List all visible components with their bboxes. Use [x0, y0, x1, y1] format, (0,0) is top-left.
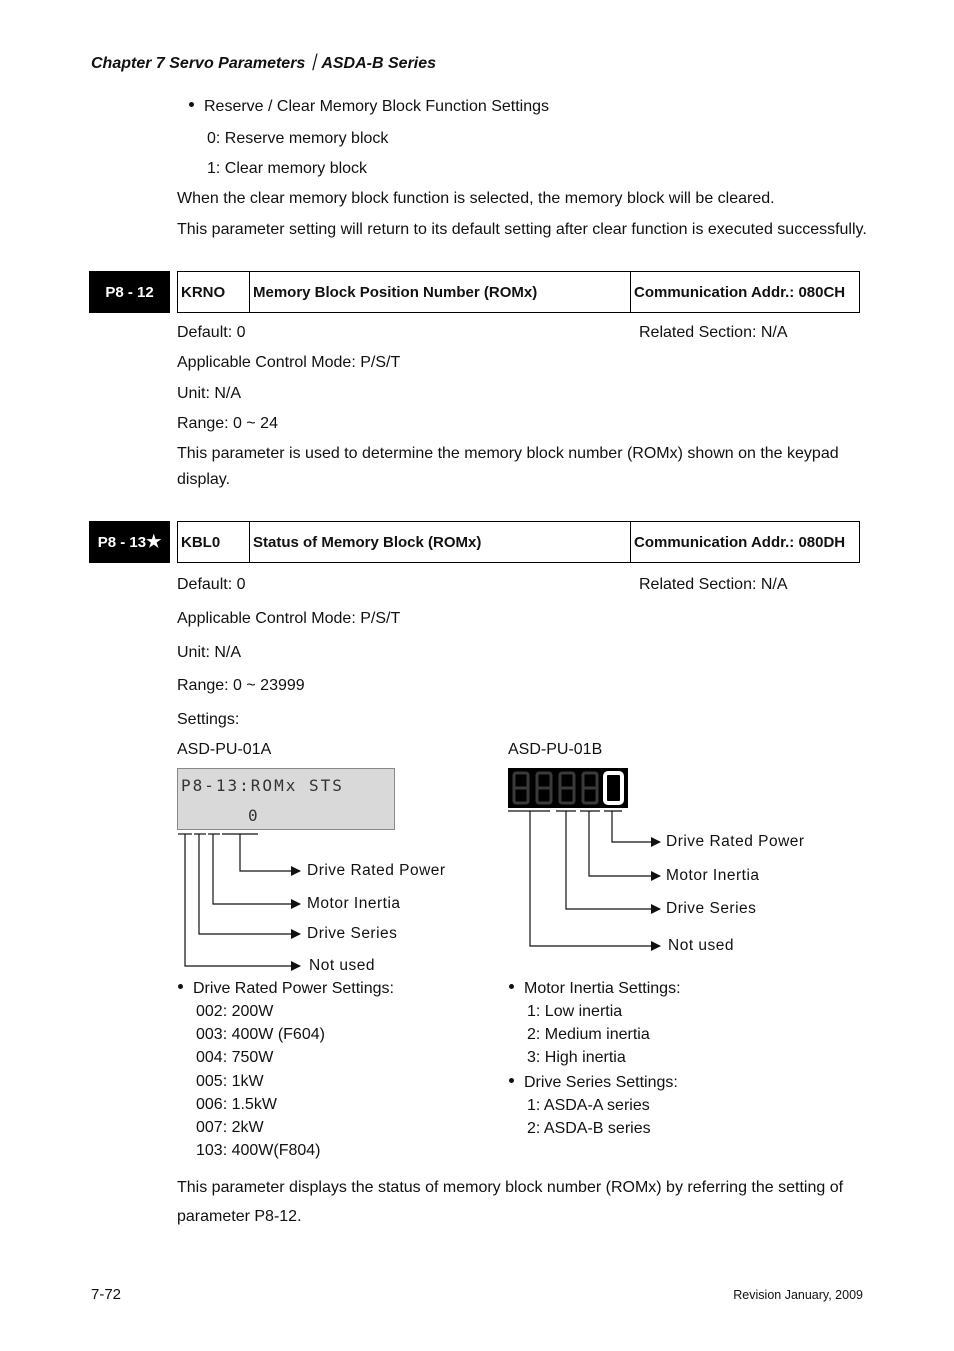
inertia-title: [509, 980, 681, 998]
p812-desc-2: display.: [177, 471, 231, 488]
intro-paragraph-1: When the clear memory block function is selected, the memory block will be cleared.: [177, 190, 775, 207]
param-name: Memory Block Position Number (ROMx): [250, 272, 631, 312]
series-title: [509, 1074, 678, 1092]
intro-bullet-text: Reserve / Clear Memory Block Function Settings: [204, 98, 550, 115]
right-label-rated-power: Drive Rated Power: [666, 833, 805, 850]
series-title-text: Drive Series Settings:: [524, 1074, 678, 1091]
list-item: 007: 2kW: [196, 1119, 264, 1136]
bullet-icon: [509, 984, 514, 989]
p813-default: Default: 0: [177, 576, 246, 593]
p813-unit: Unit: N/A: [177, 644, 242, 661]
p812-mode: Applicable Control Mode: P/S/T: [177, 354, 401, 371]
inertia-title-text: Motor Inertia Settings:: [524, 980, 681, 997]
p812-unit: Unit: N/A: [177, 385, 242, 402]
list-item: 003: 400W (F604): [196, 1026, 325, 1043]
param-code: KBL0: [178, 522, 250, 562]
star-icon: ★: [146, 532, 162, 551]
param-name: Status of Memory Block (ROMx): [250, 522, 631, 562]
p813-range: Range: 0 ~ 23999: [177, 677, 305, 694]
param-tab-label: P8 - 13: [97, 533, 147, 551]
right-label-drive-series: Drive Series: [666, 900, 757, 917]
p812-default: Default: 0: [177, 324, 246, 341]
p812-related: Related Section: N/A: [639, 324, 788, 341]
rated-power-title: [178, 980, 394, 998]
intro-option-0: 0: Reserve memory block: [207, 130, 389, 147]
p813-settings: Settings:: [177, 711, 240, 728]
param-addr: Communication Addr.: 080DH: [634, 533, 846, 551]
revision-note: Revision January, 2009: [733, 1288, 863, 1302]
list-item: 1: Low inertia: [527, 1003, 623, 1020]
bullet-icon: [178, 984, 183, 989]
p813-mode: Applicable Control Mode: P/S/T: [177, 610, 401, 627]
list-item: 2: ASDA-B series: [527, 1120, 651, 1137]
list-item: 1: ASDA-A series: [527, 1097, 650, 1114]
lcd-line-1: P8-13:ROMx STS: [181, 776, 344, 795]
list-item: 2: Medium inertia: [527, 1026, 650, 1043]
lcd-line-2: 0: [248, 806, 258, 825]
list-item: 3: High inertia: [527, 1049, 626, 1066]
left-label-rated-power: Drive Rated Power: [307, 862, 446, 879]
p813-related: Related Section: N/A: [639, 576, 788, 593]
diagram-left-title: ASD-PU-01A: [177, 741, 272, 758]
rated-power-title-text: Drive Rated Power Settings:: [193, 980, 394, 997]
p812-range: Range: 0 ~ 24: [177, 415, 278, 432]
closing-line-1: This parameter displays the status of memory block number (ROMx) by referring the setting of: [177, 1179, 844, 1196]
diagram-right-title: ASD-PU-01B: [508, 741, 603, 758]
list-item: 103: 400W(F804): [196, 1142, 321, 1159]
list-item: 004: 750W: [196, 1049, 274, 1066]
right-label-not-used: Not used: [668, 937, 735, 954]
page-header: Chapter 7 Servo Parameters｜ASDA-B Series: [91, 55, 437, 72]
intro-option-1: 1: Clear memory block: [207, 160, 368, 177]
list-item: 005: 1kW: [196, 1073, 264, 1090]
intro-paragraph-2: This parameter setting will return to its default setting after clear function is executed successfully.: [177, 221, 867, 238]
page-number: 7-72: [91, 1286, 122, 1303]
list-item: 006: 1.5kW: [196, 1096, 277, 1113]
param-tab-label: P8 - 12: [105, 283, 154, 301]
closing-line-2: parameter P8-12.: [177, 1208, 302, 1225]
left-label-motor-inertia: Motor Inertia: [307, 895, 401, 912]
param-code: KRNO: [178, 272, 250, 312]
list-item: 002: 200W: [196, 1003, 274, 1020]
left-label-drive-series: Drive Series: [307, 925, 398, 942]
right-label-motor-inertia: Motor Inertia: [666, 867, 760, 884]
param-addr: Communication Addr.: 080CH: [634, 283, 846, 301]
p812-desc-1: This parameter is used to determine the memory block number (ROMx) shown on the keypad: [177, 445, 839, 462]
left-label-not-used: Not used: [309, 957, 376, 974]
bullet-icon: [509, 1078, 514, 1083]
